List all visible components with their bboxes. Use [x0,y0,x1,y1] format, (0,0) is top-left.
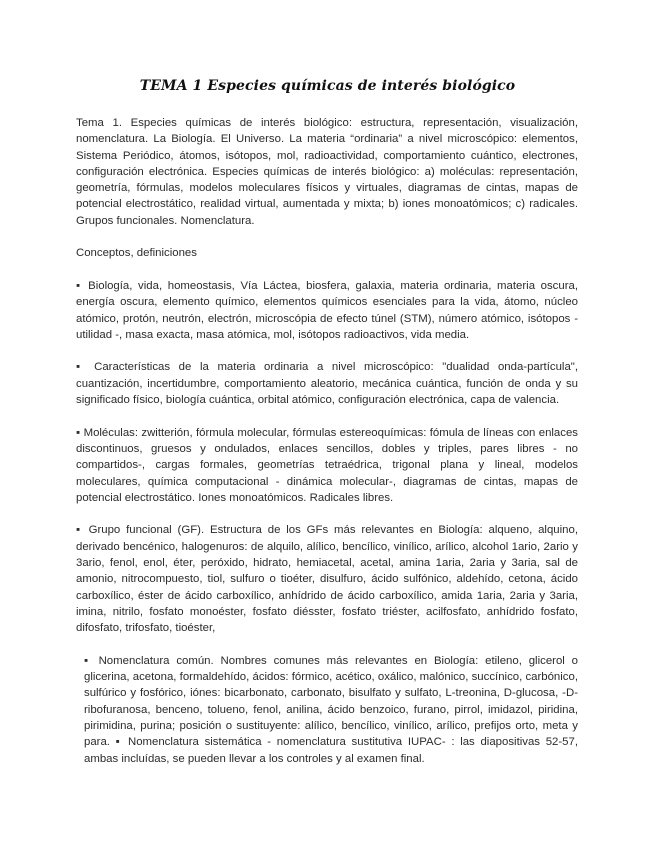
functional-group-paragraph: ▪ Grupo funcional (GF). Estructura de los GFs más relevantes en Biología: alqueno, alquino, derivado bencénico, halogenuros: de alquilo, alílico, bencílico, vinílico, arílico, alcohol 1ario, 2ario y 3ario, fenol, enol, éter, peróxido, hidrato, hemiacetal, acetal, amina 1aria, 2aria y 3aria, sal de amonio, nitrocompuesto, tiol, sulfuro o tioéter, disulfuro, ácido sulfónico, aldehído, cetona, ácido carboxílico, éster de ácido carboxílico, anhídrido de ácido carboxílico, amida 1aria, 2aria y 3aria, imina, nitrilo, fosfato monoéster, fosfato diésster, fosfato triéster, acilfosfato, anhídrido fosfato, difosfato, trifosfato, tioéster, [76,524,578,635]
document-title: TEMA 1 Especies químicas de interés biológico [139,78,516,94]
document-body [76,115,578,783]
matter-paragraph: ▪ Características de la materia ordinaria a nivel microscópico: "dualidad onda-partícula", cuantización, incertidumbre, comportamiento aleatorio, mecánica cuántica, función de onda y su significado físico, biología cuántica, orbital atómico, configuración electrónica, capa de valencia. [76,361,578,407]
molecules-paragraph: ▪ Moléculas: zwitterión, fórmula molecular, fórmulas estereoquímicas: fómula de líneas con enlaces discontinuos, gruesos y ondulados, enlaces sencillos, dobles y triples, pares libres - no compartidos-, cargas formales, geometrías tetraédrica, trigonal plana y lineal, modelos moleculares, química computacional - dinámica molecular-, diagramas de cintas, mapas de potencial electrostático. Iones monoatómicos. Radicales libres. [76,426,578,504]
nomenclature-paragraph: ▪ Nomenclatura común. Nombres comunes más relevantes en Biología: etileno, glicerol o glicerina, acetona, formaldehído, ácidos: fórmico, acético, oxálico, malónico, succínico, carbónico, sulfúrico y fosfórico, iónes: bicarbonato, carbonato, bisulfato y sulfato, L-treonina, D-glucosa, -D-ribofuranosa, benceno, tolueno, fenol, anilina, ácido benzoico, furano, pirrol, imidazol, piridina, pirimidina, purina; posición o sustituyente: alílico, bencílico, vinílico, arílico, prefijos orto, meta y para. ▪ Nomenclatura sistemática - nomenclatura sustitutiva IUPAC- : las diapositivas 52-57, ambas incluídas, se pueden llevar a los controles y al examen final. [84,654,578,765]
section-heading: Conceptos, definiciones [76,247,197,260]
intro-paragraph: Tema 1. Especies químicas de interés biológico: estructura, representación, visualización, nomenclatura. La Biología. El Universo. La materia “ordinaria” a nivel microscópico: elementos, Sistema Periódico, átomos, isótopos, mol, radioactividad, comportamiento cuántico, electrones, configuración electrónica. Especies químicas de interés biológico: a) moléculas: representación, geometría, fórmulas, modelos moleculares físicos y virtuales, diagramas de cintas, mapas de potencial electrostático, realidad virtual, aumentada y mixta; b) iones monoatómicos; c) radicales. Grupos funcionales. Nomenclatura. [76,117,578,227]
concepts-paragraph: ▪ Biología, vida, homeostasis, Vía Láctea, biosfera, galaxia, materia ordinaria, materia oscura, energía oscura, elemento químico, elementos químicos esenciales para la vida, átomo, núcleo atómico, protón, neutrón, electrón, microscópia de efecto túnel (STM), número atómico, isótopos - utilidad -, masa exacta, masa atómica, mol, isótopos radioactivos, vida media. [76,279,578,341]
